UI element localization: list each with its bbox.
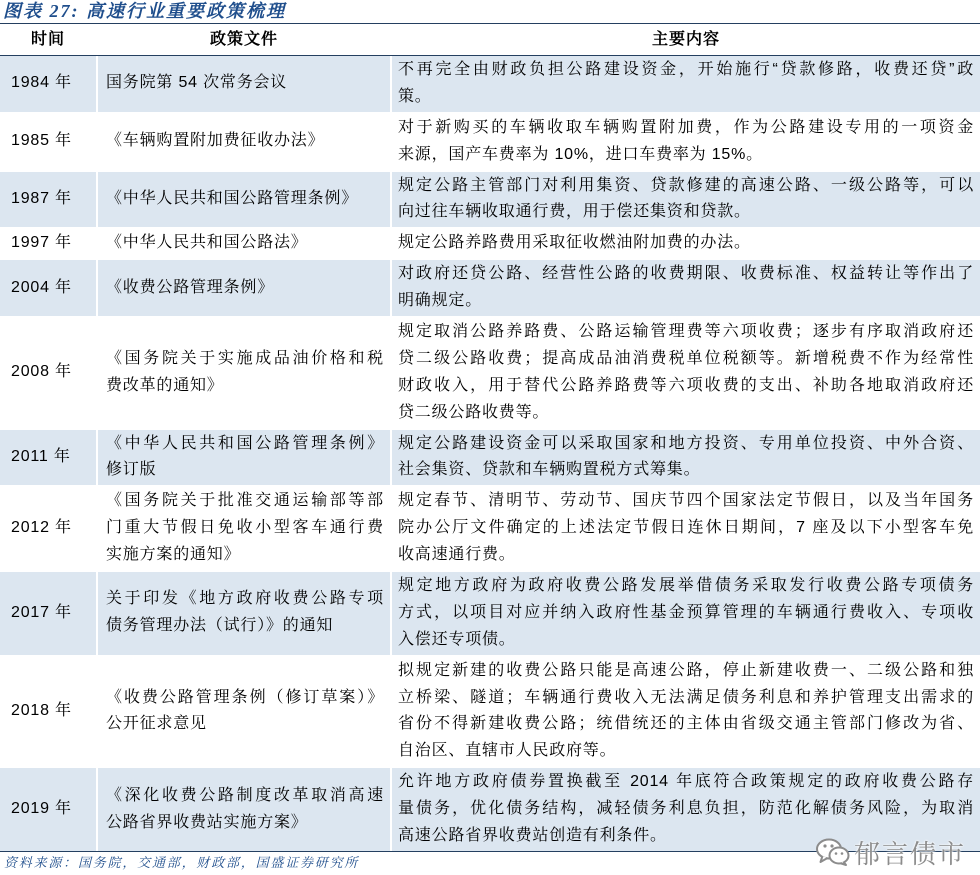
table-row: [0, 430, 980, 488]
table-row: [0, 657, 980, 769]
policy-document-line: 《收费公路管理条例（修订草案）》: [106, 688, 384, 706]
year-cell: [0, 572, 96, 655]
year-cell: [0, 114, 96, 170]
table-row: [0, 172, 980, 230]
main-content-line: 不再完全由财政负担公路建设资金，开始施行“贷款修路，收费还贷”政: [398, 61, 974, 78]
policy-document-line: 国务院第 54 次常务会议: [106, 74, 288, 92]
table-row: [0, 114, 980, 172]
year-cell: [0, 56, 96, 112]
year-text: 2011 年: [11, 448, 71, 466]
policy-document-line: 《深化收费公路制度改革取消高速: [106, 786, 384, 804]
policy-document-line: 公路省界收费站实施方案》: [106, 813, 308, 831]
main-content-line: 量债务，优化债务结构，减轻债务利息负担，防范化解债务风险，为取消: [398, 800, 974, 818]
column-header-policy-document: 政策文件: [209, 31, 278, 48]
policy-document-line: 《国务院关于批准交通运输部等部: [106, 492, 384, 510]
main-content-line: 规定公路主管部门对利用集资、贷款修建的高速公路、一级公路等，可以: [398, 176, 974, 194]
main-content-line: 高速公路省界收费站创造有利条件。: [398, 827, 667, 845]
main-content-line: 规定春节、清明节、劳动节、国庆节四个国家法定节假日，以及当年国务: [398, 492, 974, 510]
table-row: [0, 318, 980, 430]
main-content-line: 规定地方政府为政府收费公路发展举借债务采取发行收费公路专项债务: [398, 577, 974, 595]
main-content-cell: [392, 172, 980, 228]
main-content-line: 院办公厅文件确定的上述法定节假日连休日期间，7 座及以下小型客车免: [398, 519, 974, 537]
main-content-cell: [392, 56, 980, 112]
main-content-line: 允许地方政府债券置换截至 2014 年底符合政策规定的政府收费公路存: [398, 773, 974, 791]
year-cell: [0, 229, 96, 258]
main-content-line: 贷二级公路收费等。: [398, 403, 550, 421]
main-content-cell: [392, 487, 980, 570]
policy-document-cell: [98, 572, 390, 655]
policy-document-cell: [98, 487, 390, 570]
year-text: 2004 年: [11, 278, 72, 296]
policy-document-line: 债务管理办法（试行）》的通知: [106, 617, 334, 635]
year-cell: [0, 657, 96, 767]
main-content-cell: [392, 572, 980, 655]
table-row: [0, 487, 980, 572]
year-text: 1985 年: [11, 132, 72, 150]
main-content-line: 拟规定新建的收费公路只能是高速公路，停止新建收费一、二级公路和独: [398, 661, 974, 679]
main-content-line: 向过往车辆收取通行费，用于偿还集资和贷款。: [398, 203, 751, 221]
table-row: [0, 229, 980, 260]
year-text: 2019 年: [11, 800, 72, 818]
policy-document-line: 《国务院关于实施成品油价格和税: [106, 349, 384, 367]
year-cell: [0, 487, 96, 570]
source-note: 资料来源：国务院，交通部，财政部，国盛证券研究所: [4, 854, 360, 870]
column-header-time: 时间: [30, 31, 65, 48]
main-content-line: 策。: [398, 87, 432, 105]
main-content-cell: [392, 114, 980, 170]
main-content-cell: [392, 260, 980, 316]
year-text: 1984 年: [11, 74, 72, 92]
main-content-line: 对政府还贷公路、经营性公路的收费期限、收费标准、权益转让等作出了: [398, 265, 974, 283]
main-content-cell: [392, 430, 980, 486]
wechat-icon: [816, 838, 850, 871]
year-text: 2017 年: [11, 603, 72, 621]
table-row: [0, 260, 980, 318]
policy-document-line: 关于印发《地方政府收费公路专项: [106, 590, 384, 608]
policy-document-line: 《中华人民共和国公路管理条例》: [106, 434, 384, 452]
main-content-line: 社会集资、贷款和车辆购置税方式筹集。: [398, 461, 701, 479]
main-content-line: 明确规定。: [398, 292, 483, 310]
year-text: 1997 年: [11, 234, 72, 252]
policy-document-line: 实施方案的通知》: [106, 546, 241, 564]
watermark: [816, 838, 966, 871]
main-content-line: 对于新购买的车辆收取车辆购置附加费，作为公路建设专用的一项资金: [398, 118, 974, 136]
table-body: [0, 56, 980, 852]
year-text: 2012 年: [11, 519, 72, 537]
policy-document-cell: [98, 260, 390, 316]
main-content-line: 规定取消公路养路费、公路运输管理费等六项收费；逐步有序取消政府还: [398, 323, 974, 341]
figure-title: 图表 27: 高速行业重要政策梳理: [0, 0, 980, 24]
policy-document-cell: [98, 768, 390, 851]
main-content-line: 省份不得新建收费公路；统借统还的主体由省级交通主管部门修改为省、: [398, 715, 974, 733]
year-text: 2018 年: [11, 702, 72, 720]
policy-document-cell: [98, 318, 390, 428]
main-content-line: 方式，以项目对应并纳入政府性基金预算管理的车辆通行费收入、专项收: [398, 603, 974, 621]
main-content-cell: [392, 318, 980, 428]
main-content-line: 自治区、直辖市人民政府等。: [398, 742, 617, 760]
main-content-line: 贷二级公路收费；提高成品油消费税单位税额等。新增税费不作为经常性: [398, 349, 974, 367]
year-text: 1987 年: [11, 190, 72, 207]
policy-document-line: 修订版: [106, 461, 157, 479]
policy-document-line: 《车辆购置附加费征收办法》: [106, 132, 325, 150]
year-cell: [0, 430, 96, 486]
year-cell: [0, 768, 96, 851]
policy-document-cell: [98, 229, 390, 258]
policy-document-line: 费改革的通知》: [106, 376, 224, 394]
table-row: [0, 56, 980, 114]
main-content-cell: [392, 657, 980, 767]
policy-document-cell: [98, 172, 390, 228]
watermark-text: 郁言债市: [854, 839, 967, 870]
policy-document-line: 公开征求意见: [106, 715, 207, 733]
policy-document-line: 《中华人民共和国公路法》: [106, 234, 308, 252]
policy-document-cell: [98, 114, 390, 170]
main-content-line: 立桥梁、隧道；车辆通行费收入无法满足债务利息和养护管理支出需求的: [398, 688, 974, 706]
column-header-main-content: 主要内容: [651, 31, 720, 48]
policy-document-line: 门重大节假日免收小型客车通行费: [106, 519, 384, 537]
policy-document-cell: [98, 430, 390, 486]
policy-document-line: 《中华人民共和国公路管理条例》: [106, 190, 359, 207]
table-header: [0, 24, 980, 56]
main-content-line: 收高速通行费。: [398, 546, 516, 564]
main-content-line: 财政收入，用于替代公路养路费等六项收费的支出、补助各地取消政府还: [398, 376, 974, 394]
year-cell: [0, 318, 96, 428]
year-text: 2008 年: [11, 363, 72, 381]
policy-document-cell: [98, 56, 390, 112]
main-content-line: 入偿还专项债。: [398, 630, 516, 648]
main-content-cell: [392, 229, 980, 258]
policy-document-cell: [98, 657, 390, 767]
year-cell: [0, 260, 96, 316]
main-content-line: 规定公路养路费用采取征收燃油附加费的办法。: [398, 234, 751, 252]
table-row: [0, 572, 980, 657]
year-cell: [0, 172, 96, 228]
policy-document-line: 《收费公路管理条例》: [106, 278, 275, 296]
main-content-line: 来源，国产车费率为 10%，进口车费率为 15%。: [398, 145, 763, 163]
main-content-line: 规定公路建设资金可以采取国家和地方投资、专用单位投资、中外合资、: [398, 434, 974, 452]
